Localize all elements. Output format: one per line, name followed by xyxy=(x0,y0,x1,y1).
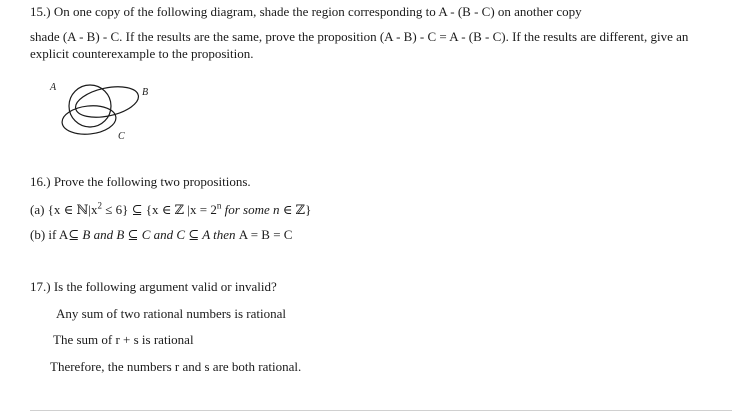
problem-15-line-3: explicit counterexample to the proposition. xyxy=(30,46,254,61)
venn-diagram xyxy=(34,76,174,156)
problem-15-line-2: shade (A - B) - C. If the results are the same, prove the proposition (A - B) - C = A - (B - C). If the results are different, give an xyxy=(30,29,689,44)
problem-17-heading: 17.) Is the following argument valid or invalid? xyxy=(30,279,277,294)
set-b-label: B xyxy=(142,87,149,98)
set-b-ellipse xyxy=(73,82,141,123)
conclusion: Therefore, the numbers r and s are both rational. xyxy=(50,359,302,374)
premise-2: The sum of r + s is rational xyxy=(53,332,194,347)
problem-15-line-1: 15.) On one copy of the following diagram, shade the region corresponding to A - (B - C) on another copy xyxy=(30,4,582,19)
problem-16-heading: 16.) Prove the following two propositions. xyxy=(30,174,251,189)
premise-1: Any sum of two rational numbers is rational xyxy=(56,306,286,321)
set-a-label: A xyxy=(50,82,57,93)
problem-16-part-b: (b) if A⊆ B and B ⊆ C and C ⊆ A then A = B = C xyxy=(30,227,293,242)
set-c-label: C xyxy=(118,131,125,142)
bottom-divider xyxy=(30,410,732,411)
problem-16-part-a: (a) {x ∈ $ℕ|x^2 \le 6$} ⊆ {x ∈ ℤ $|x = 2^n$ for some n ∈ ℤ} xyxy=(30,200,312,217)
